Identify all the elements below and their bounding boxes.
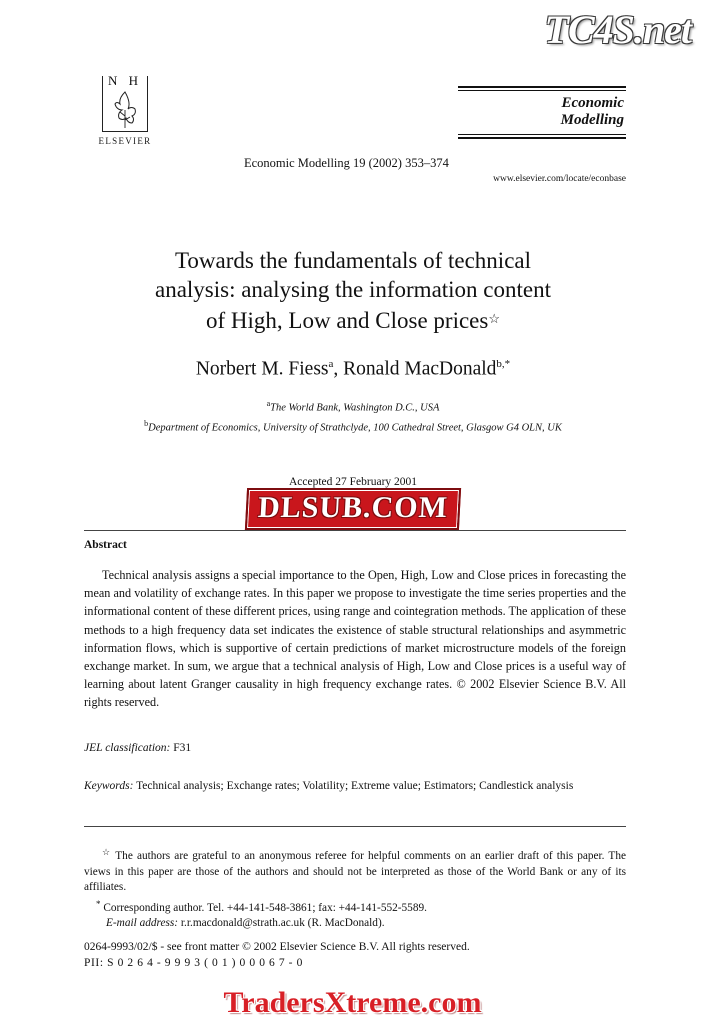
logo-rule-bottom2 (458, 137, 626, 139)
author-second: , Ronald MacDonald (333, 358, 497, 380)
footnote-corresponding (84, 897, 626, 917)
title-line-3-text: of High, Low and Close prices (206, 308, 489, 333)
affiliation-b-text: Department of Economics, University of Strathclyde, 100 Cathedral Street, Glasgow G4 OLN, UK (148, 422, 562, 433)
footnote-star-text: The authors are grateful to an anonymous referee for helpful comments on an earlier draft of this paper. The views in this paper are those of the authors and should not be interpreted as those of the World Bank or any of its affiliates. (84, 850, 626, 893)
footnote-asterisk-marker-icon: * (96, 898, 101, 909)
logo-rule-bottom1 (458, 134, 626, 135)
affiliation-b-marker: b (144, 418, 149, 428)
author-list (60, 358, 646, 381)
affiliation-a (60, 396, 646, 416)
journal-title-line1: Economic (561, 95, 624, 111)
title-line-3 (60, 304, 646, 335)
footnote-star-marker-icon: ☆ (102, 847, 112, 857)
title-footnote-star-icon: ☆ (488, 311, 500, 326)
journal-title-line2: Modelling (560, 112, 624, 128)
affiliation-a-marker: a (266, 399, 271, 408)
watermark-middle-text: DLSUB.COM (244, 488, 460, 530)
elsevier-logo (88, 73, 162, 146)
title-line-1: Towards the fundamentals of technical (174, 248, 532, 273)
keywords-value: Technical analysis; Exchange rates; Volatility; Extreme value; Estimators; Candlestick analysis (136, 780, 574, 792)
footnote-corresponding-text: Corresponding author. Tel. +44-141-548-3861; fax: +44-141-552-5589. (103, 901, 427, 914)
affiliations (60, 396, 646, 435)
keywords (84, 778, 626, 794)
journal-header (84, 73, 626, 196)
email-label: E-mail address: (106, 917, 179, 929)
accepted-date: Accepted 27 February 2001 (288, 476, 418, 488)
journal-reference: Economic Modelling 19 (2002) 353–374 (244, 156, 449, 170)
watermark-bottom-text: TradersXtreme.com (223, 986, 482, 1019)
keywords-label: Keywords: (84, 780, 134, 792)
nh-letters: N H (103, 75, 147, 87)
elsevier-wordmark: ELSEVIER (98, 136, 152, 146)
journal-logo (458, 86, 626, 139)
elsevier-tree-icon (112, 90, 138, 130)
watermark-top: TC4S.net (544, 7, 691, 52)
jel-label: JEL classification: (84, 742, 171, 754)
footnote-email (84, 916, 626, 932)
north-holland-mark-icon (102, 73, 148, 132)
copyright-line: 0264-9993/02/$ - see front matter © 2002 Elsevier Science B.V. All rights reserved. (84, 941, 470, 953)
footnotes (84, 845, 626, 932)
affiliation-b (60, 416, 646, 436)
author-first-affil-marker: a (328, 358, 334, 370)
affiliation-a-text: The World Bank, Washington D.C., USA (270, 402, 440, 414)
abstract-heading: Abstract (84, 539, 127, 551)
footnote-star (84, 845, 626, 896)
journal-homepage-link[interactable]: www.elsevier.com/locate/econbase (493, 174, 626, 184)
rule-above-abstract (84, 530, 626, 531)
journal-title (458, 91, 626, 134)
logo-rule-top (458, 86, 626, 88)
imprint (84, 939, 626, 971)
abstract-text: Technical analysis assigns a special importance to the Open, High, Low and Close prices in forecasting the mean and volatility of exchange rates. In this paper we propose to investigate the time series properties and the informational content of these different prices, using range and cointegration methods. The application of these methods to a high frequency data set indicates the existence of stable structural relationships and asymmetric information flows, which is supportive of certain predictions of market microstructure models of the foreign exchange market. In sum, we argue that a technical analysis of High, Low and Close prices is a useful way of learning about latent Granger causality in high frequency exchange rates. © 2002 Elsevier Science B.V. All rights reserved. (84, 568, 626, 710)
pii-line: PII: S 0 2 6 4 - 9 9 9 3 ( 0 1 ) 0 0 0 6 7 - 0 (84, 957, 303, 969)
title-line-2: analysis: analysing the information content (154, 277, 552, 302)
jel-value: F31 (173, 742, 192, 754)
author-first: Norbert M. Fiess (195, 358, 329, 380)
page-title (60, 246, 646, 335)
rule-above-footnotes (84, 826, 626, 827)
author-second-affil-marker: b,* (496, 358, 511, 370)
jel-classification (84, 742, 626, 754)
email-value: r.r.macdonald@strath.ac.uk (R. MacDonald). (180, 917, 385, 929)
